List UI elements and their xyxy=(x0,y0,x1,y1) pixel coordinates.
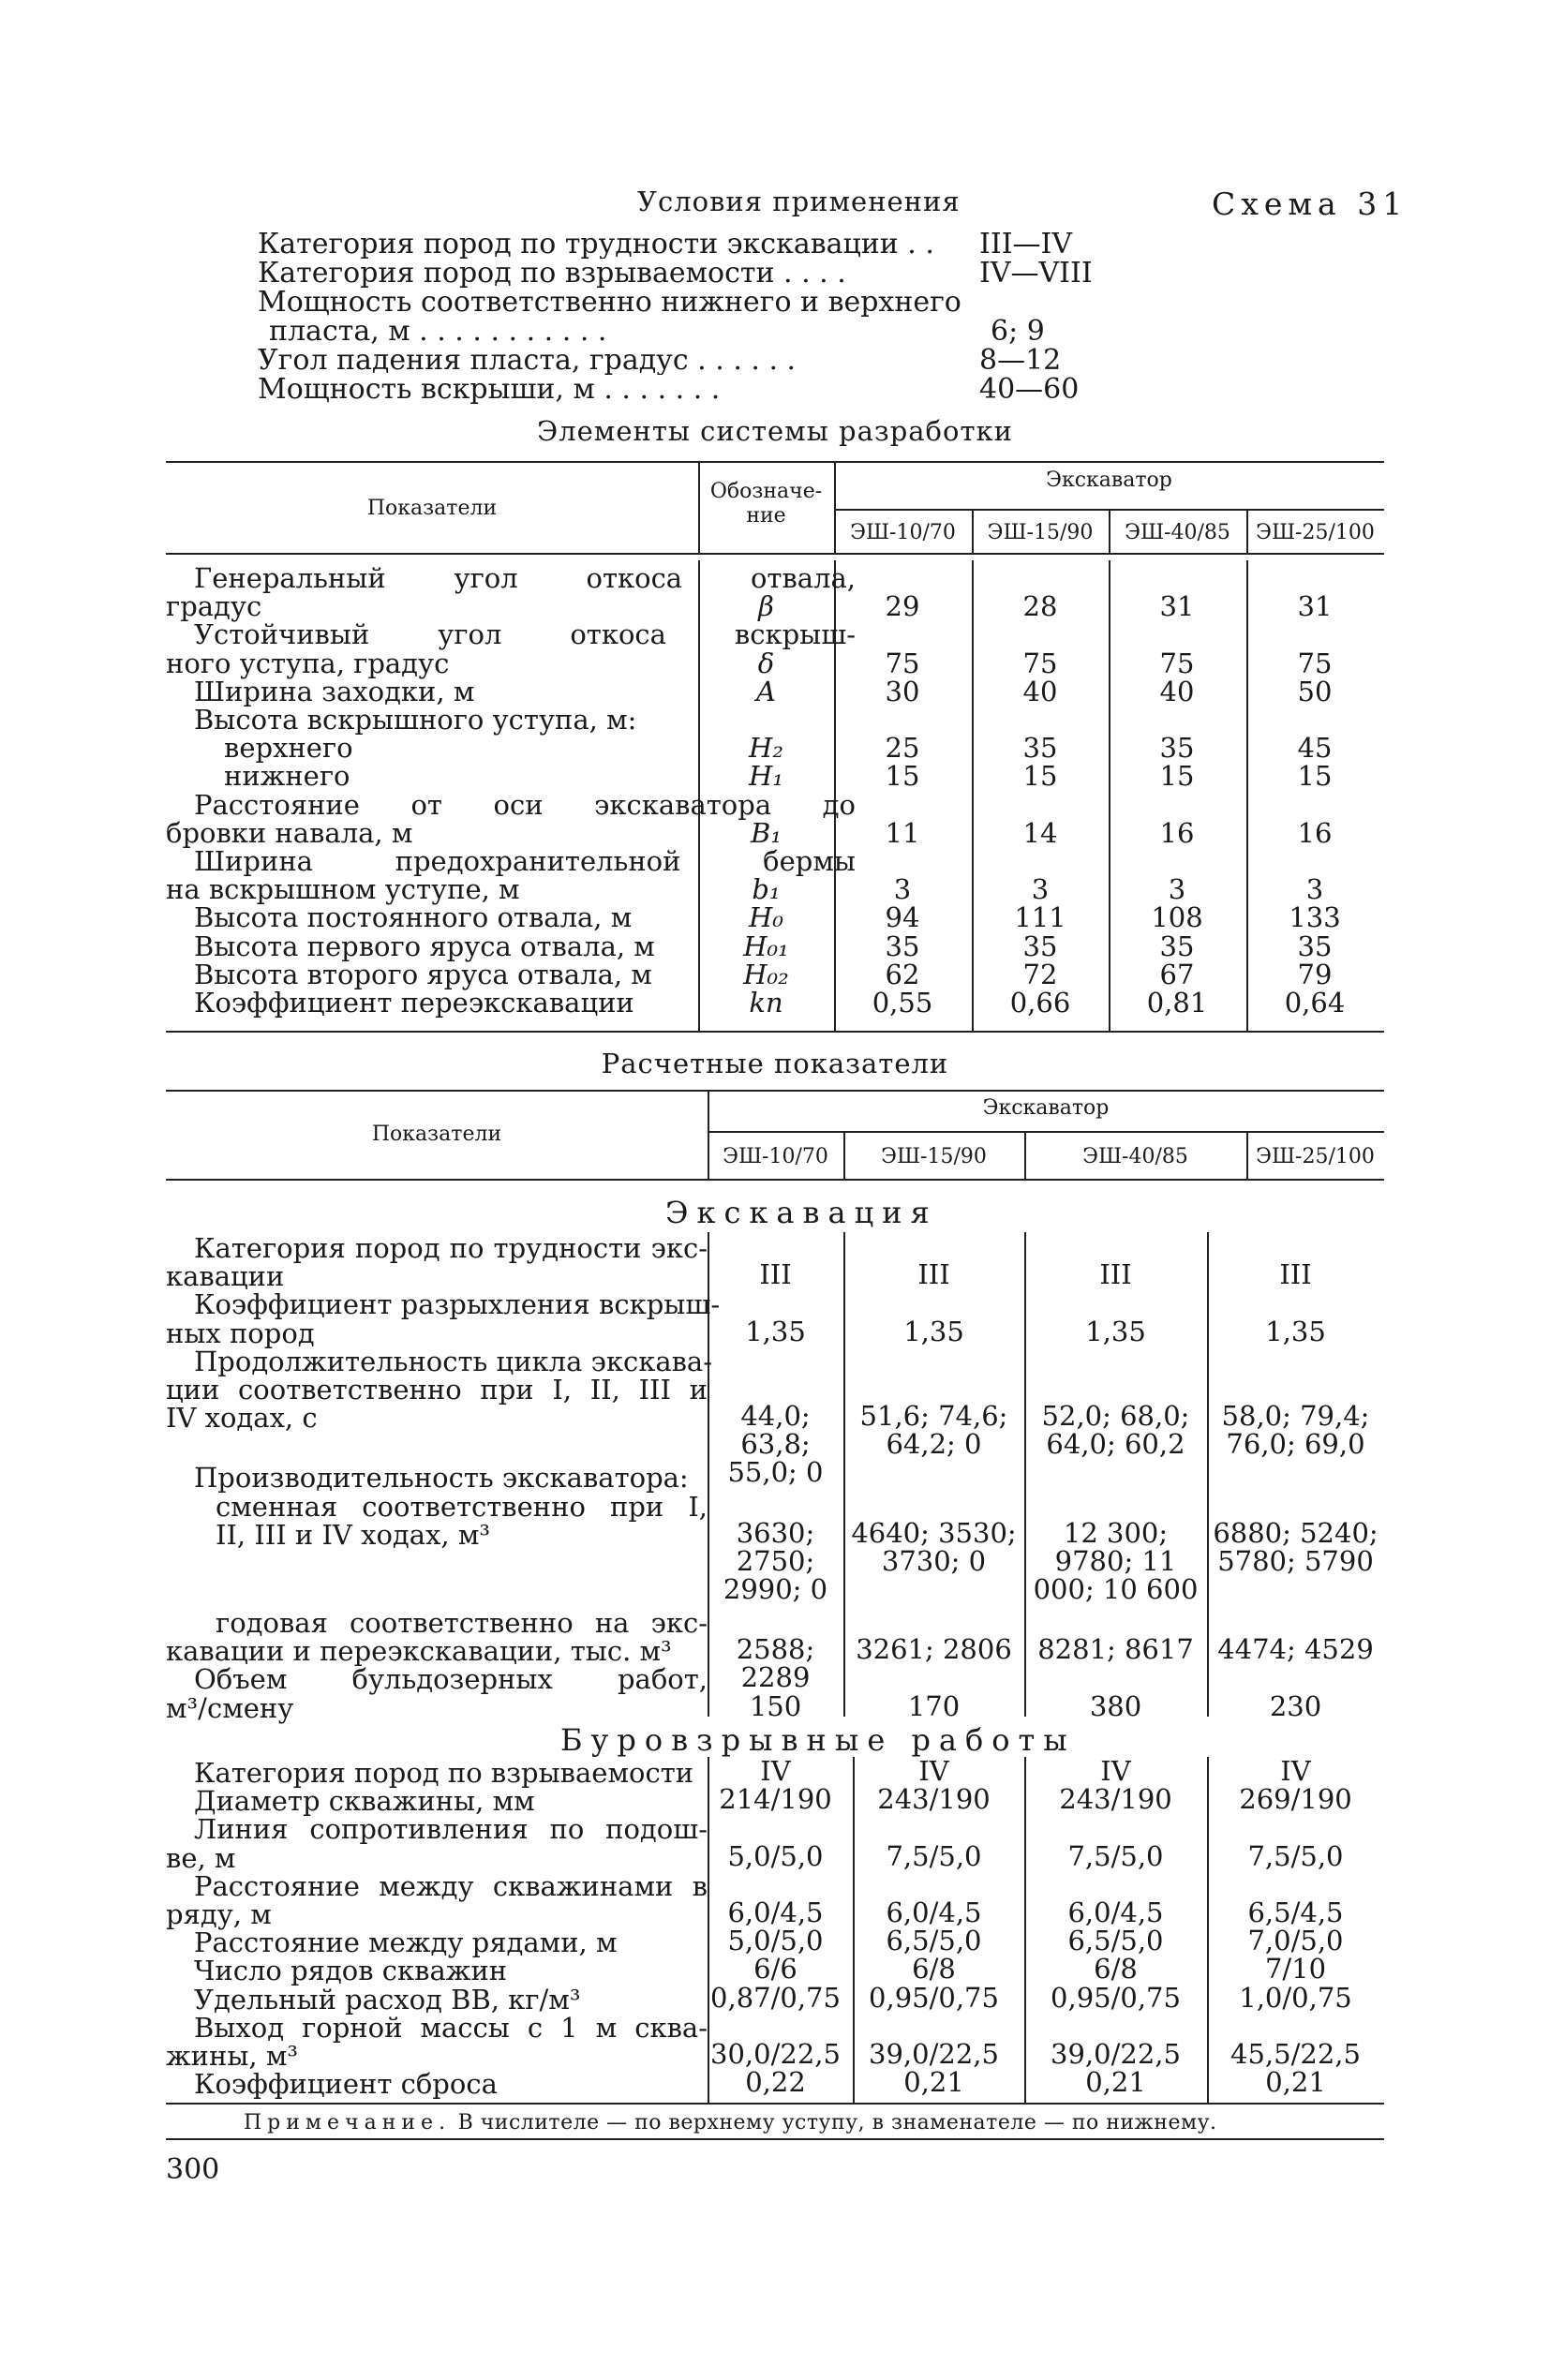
table1-cell: 108 xyxy=(1151,901,1203,934)
table2-cell: 6,5/5,0 xyxy=(886,1925,982,1957)
table2-cell: III xyxy=(1279,1258,1312,1291)
section-excavation-title: Экскавация xyxy=(665,1195,938,1230)
table2-row-label: Диаметр скважины, мм xyxy=(194,1785,535,1818)
table2-cell: 1,0/0,75 xyxy=(1239,1981,1352,2014)
table1-cell: 30 xyxy=(885,675,920,707)
table1-cell: 62 xyxy=(885,958,920,990)
table2-cell: 0,21 xyxy=(903,2066,964,2099)
table2-cell: 6,0/4,5 xyxy=(1067,1897,1164,1928)
table1-cell: 14 xyxy=(1022,816,1058,849)
note-prefix: Примечание. xyxy=(244,2111,452,2135)
table2-bottom-rule xyxy=(166,2103,1384,2105)
table1-cell: 111 xyxy=(1014,901,1066,934)
condition-value: IV—VIII xyxy=(979,257,1093,290)
table1-header-symbol xyxy=(698,480,834,528)
table2-row-label: ции соответственно при I, II, III и xyxy=(166,1374,708,1406)
table2-cell: 150 xyxy=(749,1689,802,1722)
table1-body-divider xyxy=(1246,560,1248,1031)
table2-cell: 6880; 5240; 5780; 5790 xyxy=(1213,1516,1379,1577)
condition-row xyxy=(258,230,1195,259)
table2-cell: 3261; 2806 xyxy=(856,1633,1012,1666)
table2-row-label: Удельный расход ВВ, кг/м³ xyxy=(194,1983,581,2016)
condition-label: Угол падения пласта, градус . . . . . . xyxy=(258,346,797,375)
table2-cell: IV xyxy=(1280,1755,1311,1787)
table2-row-label: Объем бульдозерных работ, xyxy=(194,1663,708,1696)
table1-cell: 0,55 xyxy=(872,987,933,1019)
table1-cell: 16 xyxy=(1297,816,1333,849)
table1-cell: 11 xyxy=(885,816,920,849)
schema-label: Схема 31 xyxy=(1212,186,1408,222)
table1-cell: 31 xyxy=(1297,590,1333,623)
table2-row-label: Выход горной массы с 1 м сква- xyxy=(194,2011,708,2044)
table1-cell: 3 xyxy=(1305,873,1324,906)
table1-body-divider xyxy=(972,560,974,1031)
table1-cell: 75 xyxy=(1159,647,1195,679)
condition-value: 40—60 xyxy=(979,373,1080,406)
table1-cell: 15 xyxy=(885,760,920,793)
table2-cell: 269/190 xyxy=(1239,1783,1352,1816)
table2-row-label: Категория пород по трудности экс- xyxy=(194,1232,708,1264)
table2-cell: III xyxy=(1099,1258,1132,1291)
table2-row-label: ве, м xyxy=(166,1841,236,1874)
table2-header-model: ЭШ-40/85 xyxy=(1082,1145,1188,1168)
table2-cell: 7,0/5,0 xyxy=(1247,1925,1344,1957)
table2-row-label: Продолжительность цикла экскава- xyxy=(194,1345,713,1377)
table2-cell: 0,21 xyxy=(1265,2066,1326,2099)
table1-row-label: Расстояние от оси экскаватора до xyxy=(194,788,856,821)
table1-row-label: Высота второго яруса отвала, м xyxy=(194,958,652,990)
conditions-title: Условия применения xyxy=(637,186,961,217)
table1-row-label: Устойчивый угол откоса вскрыш- xyxy=(194,618,856,651)
note-text: В числителе — по верхнему уступу, в знаменателе — по нижнему. xyxy=(457,2111,1217,2135)
table2-cell: IV xyxy=(760,1755,791,1787)
table1-cell: 40 xyxy=(1159,675,1195,707)
table2-header-model: ЭШ-15/90 xyxy=(881,1145,987,1168)
table1-row-label: Коэффициент переэкскавации xyxy=(194,987,634,1019)
table1-cell: 67 xyxy=(1159,958,1195,990)
table2-header-model: ЭШ-25/100 xyxy=(1256,1145,1375,1168)
table2-cell: III xyxy=(759,1258,792,1291)
table2-cell: 1,35 xyxy=(903,1315,964,1347)
table2-cell: IV xyxy=(918,1755,949,1787)
table2-header-indicator: Показатели xyxy=(371,1123,502,1146)
table1-cell: 75 xyxy=(1022,647,1058,679)
condition-row xyxy=(258,346,1195,375)
table2-cell: 1,35 xyxy=(1085,1315,1146,1347)
table1-row-label: Генеральный угол откоса отвала, xyxy=(194,562,856,594)
table1-row-label: ного уступа, градус xyxy=(166,647,450,679)
table2-row-label: сменная соответственно при I, xyxy=(216,1490,708,1523)
table1-row-label: Ширина заходки, м xyxy=(194,675,475,707)
table1-cell: 15 xyxy=(1159,760,1195,793)
table1-cell: 94 xyxy=(885,901,920,934)
table2-cell: 5,0/5,0 xyxy=(727,1839,824,1872)
table1-row-symbol: kп xyxy=(749,987,783,1019)
table2-cell: 1,35 xyxy=(1265,1315,1326,1347)
table2-title: Расчетные показатели xyxy=(601,1048,949,1079)
table1-row-label: Высота вскрышного уступа, м: xyxy=(194,704,637,736)
table1-cell: 35 xyxy=(1022,930,1058,962)
table2-row-label: жины, м³ xyxy=(166,2040,299,2072)
table1-cell: 75 xyxy=(885,647,920,679)
table1-row-symbol: A xyxy=(756,675,776,707)
table1-cell: 45 xyxy=(1297,732,1333,765)
table2-cell: 380 xyxy=(1089,1689,1142,1722)
table1-header-rule xyxy=(166,553,1384,555)
table1-header-model: ЭШ-15/90 xyxy=(987,521,1094,544)
table1-cell: 35 xyxy=(885,930,920,962)
table2-row-label: годовая соответственно на экс- xyxy=(216,1607,708,1639)
table2-excavator-rule xyxy=(708,1131,1384,1133)
table1-cell: 75 xyxy=(1297,647,1333,679)
table1-cell: 0,64 xyxy=(1284,987,1346,1019)
table1-header-symbol-line2: ние xyxy=(746,504,786,528)
table1-cell: 35 xyxy=(1297,930,1333,962)
table2-row-label: IV ходах, с xyxy=(166,1402,318,1435)
table1-cell: 35 xyxy=(1022,732,1058,765)
table2-row-label: м³/смену xyxy=(166,1691,294,1724)
table2-cell: 5,0/5,0 xyxy=(727,1925,824,1957)
table2-cell: 0,87/0,75 xyxy=(710,1981,841,2014)
condition-label: Мощность вскрыши, м . . . . . . . xyxy=(258,375,721,404)
conditions-list xyxy=(258,230,1195,404)
table2-cell: 0,21 xyxy=(1085,2066,1146,2099)
table1-row-symbol: H₁ xyxy=(749,760,783,793)
table2-cell: 51,6; 74,6; 64,2; 0 xyxy=(859,1400,1008,1461)
table1-header-symbol-line1: Обозначе- xyxy=(709,480,823,503)
table1-row-label: нижнего xyxy=(224,760,350,793)
table1-row-symbol: β xyxy=(758,590,774,623)
table1-header-model: ЭШ-10/70 xyxy=(850,521,956,544)
table1-cell: 28 xyxy=(1022,590,1058,623)
table-note xyxy=(244,2111,1217,2135)
table2-row-label: Расстояние между скважинами в xyxy=(194,1869,708,1902)
condition-row xyxy=(258,375,1195,404)
condition-label: Мощность соответственно нижнего и верхнего xyxy=(258,288,961,317)
table2-row-label: Производительность экскаватора: xyxy=(194,1462,689,1495)
table1-cell: 29 xyxy=(885,590,920,623)
table1-row-label: Высота первого яруса отвала, м xyxy=(194,930,655,962)
table2-row-label: кавации xyxy=(166,1260,285,1293)
table1-cell: 133 xyxy=(1289,901,1341,934)
table1-cell: 0,66 xyxy=(1009,987,1071,1019)
table2-cell: 2588; 2289 xyxy=(736,1633,815,1694)
table2-cell: 8281; 8617 xyxy=(1037,1633,1194,1666)
condition-row xyxy=(258,288,1195,317)
table1-row-symbol: B₁ xyxy=(751,816,782,849)
table1-header-model: ЭШ-25/100 xyxy=(1256,521,1375,544)
table2-cell: 0,95/0,75 xyxy=(869,1981,999,2014)
table1-cell: 35 xyxy=(1159,732,1195,765)
table1-cell: 79 xyxy=(1297,958,1333,990)
table2-cell: 4474; 4529 xyxy=(1217,1633,1374,1666)
table2-cell: 6/6 xyxy=(753,1953,797,1986)
table1-cell: 31 xyxy=(1159,590,1195,623)
table2-cell: 6/8 xyxy=(912,1953,956,1986)
table2-cell: 44,0; 63,8; 55,0; 0 xyxy=(727,1400,824,1489)
table2-header-excavator: Экскаватор xyxy=(982,1096,1110,1120)
table2-row-label: Число рядов скважин xyxy=(194,1955,508,1987)
condition-value: III—IV xyxy=(979,228,1073,260)
table2-cell: 58,0; 79,4; 76,0; 69,0 xyxy=(1221,1400,1370,1461)
condition-row xyxy=(258,317,1195,346)
table2-cell: 6,5/5,0 xyxy=(1067,1925,1164,1957)
table1-row-symbol: H₂ xyxy=(749,732,783,765)
table1-cell: 40 xyxy=(1022,675,1058,707)
condition-label: пласта, м . . . . . . . . . . . xyxy=(269,317,607,346)
table2-cell: 45,5/22,5 xyxy=(1230,2038,1361,2070)
table2-cell: 7/10 xyxy=(1264,1953,1327,1986)
table2-row-label: Коэффициент сброса xyxy=(194,2068,498,2101)
table2-cell: 0,22 xyxy=(745,2066,806,2099)
table2-cell: IV xyxy=(1100,1755,1131,1787)
table1-row-label: бровки навала, м xyxy=(166,816,413,849)
table2-row-label: Линия сопротивления по подош- xyxy=(194,1813,708,1846)
table2-cell: 7,5/5,0 xyxy=(1067,1839,1164,1872)
table2-row-label: II, III и IV ходах, м³ xyxy=(216,1518,491,1551)
table2-cell: 7,5/5,0 xyxy=(1247,1839,1344,1872)
table2-cell: 4640; 3530; 3730; 0 xyxy=(851,1516,1017,1577)
table1-cell: 0,81 xyxy=(1146,987,1208,1019)
table1-row-symbol: H₀₁ xyxy=(743,930,789,962)
table2-cell: 39,0/22,5 xyxy=(869,2038,999,2070)
table1-cell: 15 xyxy=(1297,760,1333,793)
table1-bottom-rule xyxy=(166,1031,1384,1033)
table2-row-label: ряду, м xyxy=(166,1898,272,1930)
table2-row-label: Коэффициент разрыхления вскрыш- xyxy=(194,1288,721,1321)
table2-cell: 230 xyxy=(1269,1689,1322,1722)
table1-cell: 3 xyxy=(893,873,912,906)
table2-cell: 12 300; 9780; 11 000; 10 600 xyxy=(1033,1516,1199,1605)
table1-cell: 15 xyxy=(1022,760,1058,793)
table2-cell: 1,35 xyxy=(745,1315,806,1347)
condition-label: Категория пород по трудности экскавации . . xyxy=(258,230,934,259)
table2-row-label: Расстояние между рядами, м xyxy=(194,1926,618,1959)
table1-row-label: Ширина предохранительной бермы xyxy=(194,845,856,877)
table1-cell: 72 xyxy=(1022,958,1058,990)
condition-label: Категория пород по взрываемости . . . . xyxy=(258,259,846,288)
table2-cell: 3630; 2750; 2990; 0 xyxy=(723,1516,828,1605)
table1-cell: 16 xyxy=(1159,816,1195,849)
table1-header-excavator: Экскаватор xyxy=(1046,469,1172,492)
page-number: 300 xyxy=(166,2153,220,2186)
table1-body-divider xyxy=(1109,560,1110,1031)
table1-row-label: градус xyxy=(166,590,262,623)
section-drilling-title: Буровзрывные работы xyxy=(560,1722,1076,1758)
table2-cell: 6,5/4,5 xyxy=(1247,1897,1344,1928)
table2-cell: 30,0/22,5 xyxy=(710,2038,841,2070)
table1-row-symbol: H₀ xyxy=(749,901,783,934)
table2-cell: 243/190 xyxy=(1059,1783,1172,1816)
table1-row-label: на вскрышном уступе, м xyxy=(166,873,520,906)
table2-cell: 243/190 xyxy=(877,1783,991,1816)
table2-row-label: ных пород xyxy=(166,1316,315,1349)
table2-cell: 6,0/4,5 xyxy=(886,1897,982,1928)
table2-top-rule xyxy=(166,1090,1384,1092)
table1-top-rule xyxy=(166,461,1384,463)
table2-cell: 214/190 xyxy=(719,1783,832,1816)
condition-row xyxy=(258,259,1195,288)
table1-row-label: верхнего xyxy=(224,732,353,765)
table1-cell: 25 xyxy=(885,732,920,765)
table2-cell: 7,5/5,0 xyxy=(886,1839,982,1872)
table2-row-label: кавации и переэкскавации, тыс. м³ xyxy=(166,1635,672,1668)
table1-header-indicator: Показатели xyxy=(366,497,498,520)
table1-cell: 3 xyxy=(1168,873,1186,906)
table2-header-rule xyxy=(166,1179,1384,1181)
condition-value: 8—12 xyxy=(979,344,1062,377)
table1-header-model: ЭШ-40/85 xyxy=(1125,521,1230,544)
table2-cell: 39,0/22,5 xyxy=(1051,2038,1181,2070)
table1-row-symbol: H₀₂ xyxy=(743,958,789,990)
condition-value: 6; 9 xyxy=(991,315,1045,348)
table1-cell: 35 xyxy=(1159,930,1195,962)
table1-cell: 50 xyxy=(1297,675,1333,707)
table2-cell: III xyxy=(917,1258,950,1291)
table1-cell: 3 xyxy=(1031,873,1050,906)
table2-row-label: Категория пород по взрываемости xyxy=(194,1757,694,1789)
table2-cell: 52,0; 68,0; 64,0; 60,2 xyxy=(1041,1400,1190,1461)
table1-title: Элементы системы разработки xyxy=(537,415,1013,447)
table2-cell: 170 xyxy=(907,1689,961,1722)
table1-row-label: Высота постоянного отвала, м xyxy=(194,901,633,934)
table2-header-model: ЭШ-10/70 xyxy=(723,1145,828,1168)
table2-cell: 0,95/0,75 xyxy=(1051,1981,1181,2014)
table1-row-symbol: δ xyxy=(757,647,775,679)
table1-row-symbol: b₁ xyxy=(752,873,781,906)
page-bottom-rule xyxy=(166,2138,1384,2140)
table2-cell: 6,0/4,5 xyxy=(727,1897,824,1928)
table2-cell: 6/8 xyxy=(1094,1953,1138,1986)
